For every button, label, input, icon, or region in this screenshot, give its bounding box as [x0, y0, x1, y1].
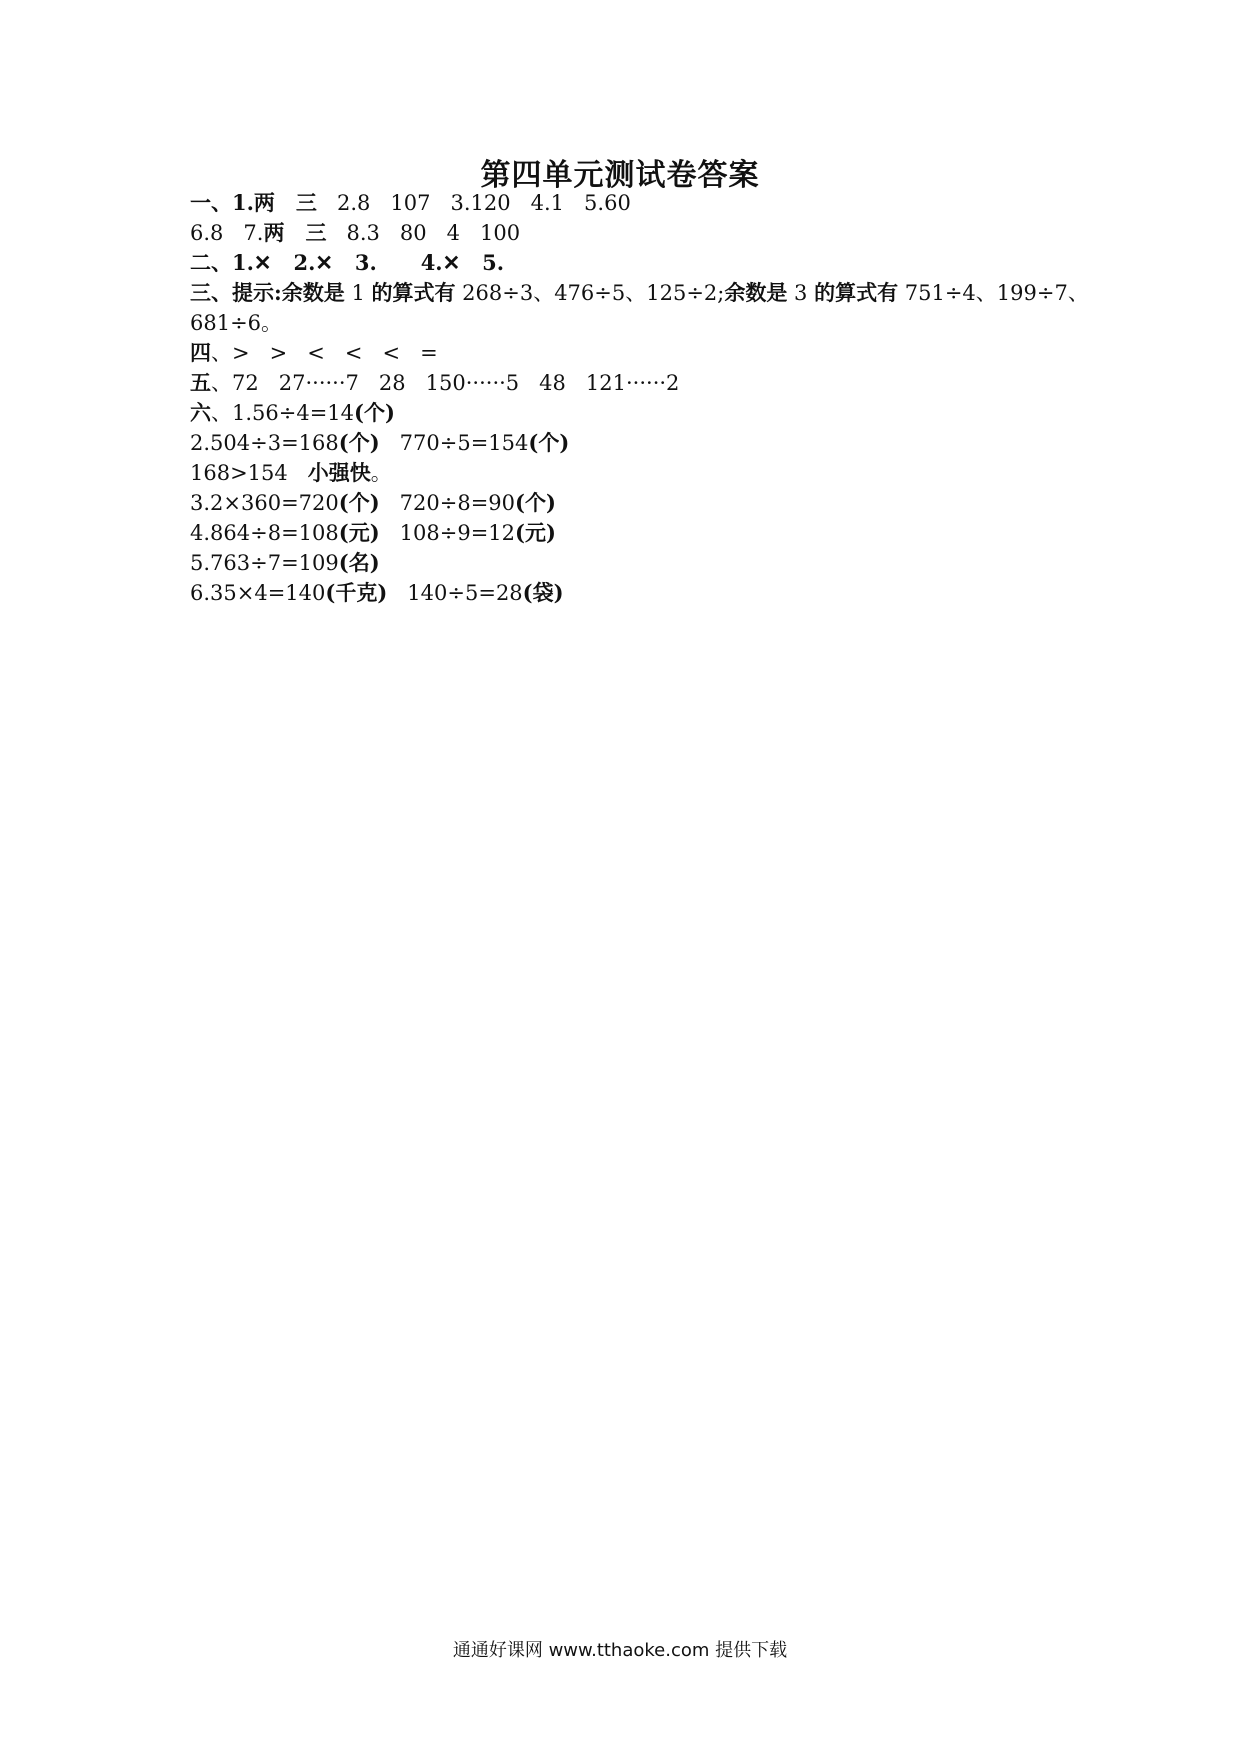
- answer-line: [190, 188, 1090, 218]
- answer-text: 余数是: [724, 280, 788, 305]
- answer-text: (袋): [522, 580, 564, 605]
- answer-line: [190, 278, 1090, 308]
- answer-line: [190, 548, 1090, 578]
- answer-line: [190, 458, 1090, 488]
- answer-text: 小强快: [307, 460, 371, 485]
- answer-text: 108÷9=12: [379, 521, 516, 545]
- answer-text: 、72 27······7 28 150······5 48 121······2: [211, 371, 680, 395]
- answer-text: 、> > < < < =: [211, 341, 438, 365]
- answer-text: (个): [515, 490, 556, 515]
- answer-text: 6.35×4=140: [190, 581, 326, 605]
- answer-text: (个): [354, 400, 395, 425]
- answer-text: 8.3 80 4 100: [326, 221, 521, 245]
- answer-text: (元): [338, 520, 380, 545]
- answer-line: [190, 248, 1090, 278]
- answer-text: 6.8 7.: [190, 221, 264, 245]
- answer-text: (个): [338, 490, 380, 515]
- answer-line: [190, 218, 1090, 248]
- answer-text: 681÷6。: [190, 311, 283, 335]
- answer-text: 1: [344, 281, 372, 305]
- answer-text: 的算式有: [371, 280, 456, 305]
- answer-text: 770÷5=154: [379, 431, 529, 455]
- footer-credit: 通通好课网 www.tthaoke.com 提供下载: [452, 1640, 788, 1661]
- answer-line: [190, 368, 1090, 398]
- answer-text: 。: [370, 461, 392, 485]
- answer-text: 五: [190, 370, 211, 395]
- answer-text: 的算式有: [814, 280, 899, 305]
- answer-text: 3.2×360=720: [190, 491, 339, 515]
- answer-text: 751÷4、199÷7、: [898, 281, 1089, 305]
- answer-text: 2.504÷3=168: [190, 431, 339, 455]
- answer-line: [190, 488, 1090, 518]
- answer-text: 4.864÷8=108: [190, 521, 339, 545]
- answer-text: (千克): [325, 580, 388, 605]
- answer-line: [190, 428, 1090, 458]
- answer-text: 3: [787, 281, 815, 305]
- answer-text: (元): [515, 520, 556, 545]
- answer-text: 六: [190, 400, 211, 425]
- answer-text: 四: [190, 340, 211, 365]
- answer-text: 两 三: [263, 220, 327, 245]
- answer-text: (名): [338, 550, 380, 575]
- answer-text: 、1.56÷4=14: [211, 401, 355, 425]
- answer-text: 140÷5=28: [387, 581, 523, 605]
- answer-line: [190, 308, 1090, 338]
- answer-list: [190, 188, 1090, 608]
- answer-text: 二、1.✕ 2.✕ 3. 4.✕ 5.: [190, 250, 505, 275]
- answer-line: [190, 578, 1090, 608]
- answer-line: [190, 398, 1090, 428]
- answer-text: 一、1.两 三: [190, 190, 317, 215]
- answer-line: [190, 338, 1090, 368]
- answer-text: 三、提示:余数是: [190, 280, 345, 305]
- answer-text: 168>154: [190, 461, 308, 485]
- answer-text: 720÷8=90: [379, 491, 516, 515]
- answer-text: 5.763÷7=109: [190, 551, 339, 575]
- answer-text: 268÷3、476÷5、125÷2;: [455, 281, 725, 305]
- answer-text: (个): [528, 430, 570, 455]
- answer-text: (个): [338, 430, 380, 455]
- page-title: 第四单元测试卷答案: [480, 158, 760, 193]
- answer-text: 2.8 107 3.120 4.1 5.60: [316, 191, 631, 215]
- answer-line: [190, 518, 1090, 548]
